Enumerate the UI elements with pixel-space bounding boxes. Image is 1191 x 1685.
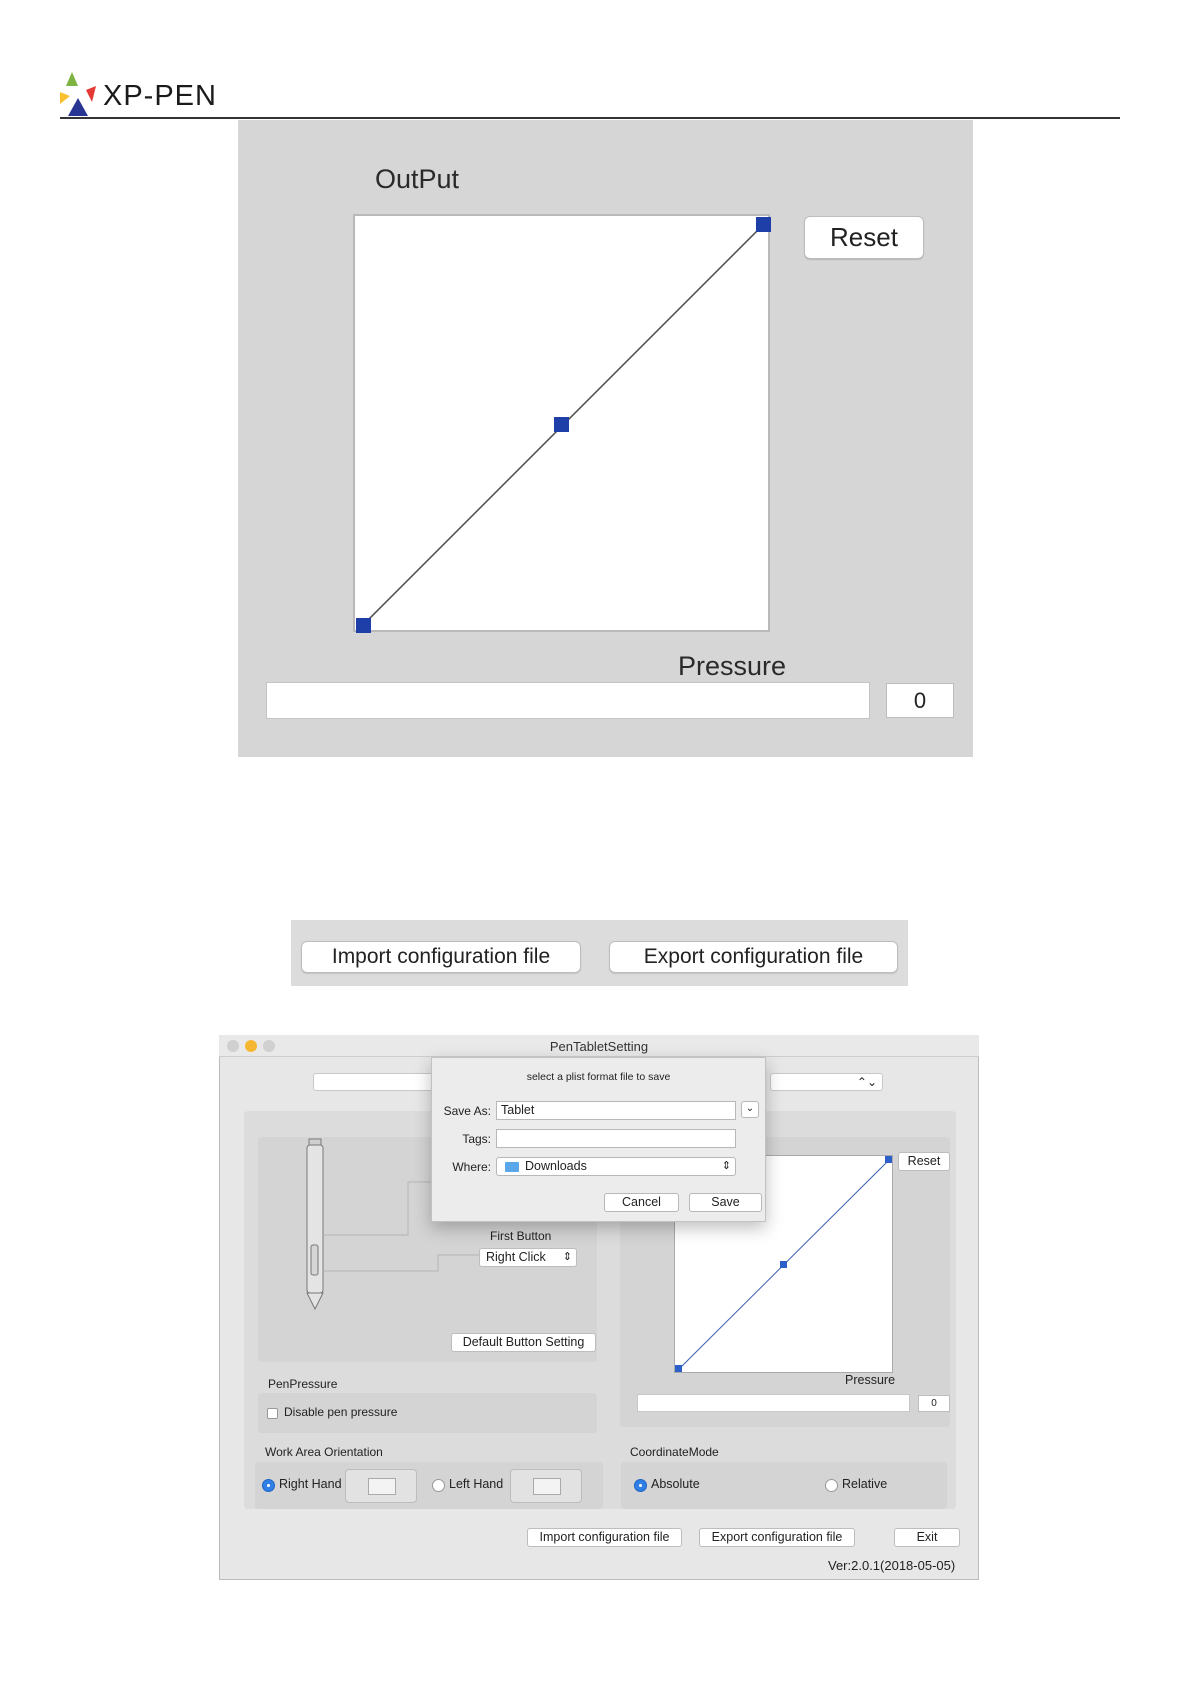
save-button[interactable]: Save xyxy=(689,1193,762,1212)
curve-handle-middle xyxy=(554,417,569,432)
app-export-config-button[interactable]: Export configuration file xyxy=(699,1528,855,1547)
curve-reset-button[interactable]: Reset xyxy=(898,1152,950,1171)
curve-pressure-value: 0 xyxy=(918,1395,950,1412)
curve-handle-middle xyxy=(780,1261,787,1268)
pen-pressure-section-label: PenPressure xyxy=(268,1377,338,1391)
pressure-label: Pressure xyxy=(678,651,787,681)
pen-icon xyxy=(307,1139,323,1309)
folder-icon xyxy=(505,1162,519,1172)
output-label: OutPut xyxy=(375,164,460,194)
curve-pressure-bar xyxy=(637,1394,910,1412)
cancel-button[interactable]: Cancel xyxy=(604,1193,679,1212)
tags-label: Tags: xyxy=(462,1132,491,1146)
relative-radio[interactable] xyxy=(825,1479,838,1492)
default-button-setting-button[interactable]: Default Button Setting xyxy=(451,1333,596,1352)
reset-button[interactable]: Reset xyxy=(804,216,924,259)
relative-label: Relative xyxy=(842,1477,888,1491)
select-chevron-icon: ⌃⌄ xyxy=(856,1075,877,1089)
expand-dialog-chevron-icon[interactable]: ⌄ xyxy=(741,1101,759,1118)
pressure-curve-graph[interactable] xyxy=(353,214,770,632)
absolute-radio[interactable] xyxy=(634,1479,647,1492)
save-as-input[interactable]: Tablet xyxy=(496,1101,736,1120)
window-title: PenTabletSetting xyxy=(549,1039,649,1054)
disable-pen-pressure-checkbox[interactable] xyxy=(267,1408,278,1419)
disable-pen-pressure-label: Disable pen pressure xyxy=(284,1405,398,1419)
save-dialog-title: select a plist format file to save xyxy=(526,1071,671,1083)
select-chevron-icon: ⇕ xyxy=(721,1160,731,1172)
curve-handle-top-right xyxy=(885,1156,892,1163)
header-divider xyxy=(60,117,1120,119)
right-hand-radio[interactable] xyxy=(262,1479,275,1492)
brand-name: XP-PEN xyxy=(103,80,217,112)
export-config-button[interactable]: Export configuration file xyxy=(609,941,898,973)
right-hand-label: Right Hand xyxy=(279,1477,342,1491)
where-label: Where: xyxy=(452,1160,491,1174)
first-button-select[interactable] xyxy=(479,1248,577,1267)
where-select[interactable] xyxy=(496,1157,736,1176)
absolute-label: Absolute xyxy=(651,1477,700,1491)
import-config-button[interactable]: Import configuration file xyxy=(301,941,581,973)
save-as-label: Save As: xyxy=(443,1104,491,1118)
left-hand-radio[interactable] xyxy=(432,1479,445,1492)
coordinate-mode-section-label: CoordinateMode xyxy=(630,1445,719,1459)
exit-button[interactable]: Exit xyxy=(894,1528,960,1547)
curve-handle-top-right xyxy=(756,217,771,232)
app-import-config-button[interactable]: Import configuration file xyxy=(527,1528,682,1547)
device-select[interactable] xyxy=(313,1073,433,1091)
select-chevron-icon: ⇕ xyxy=(562,1251,572,1263)
orientation-section-label: Work Area Orientation xyxy=(265,1445,383,1459)
left-hand-tablet-icon xyxy=(510,1469,582,1503)
xp-pen-logo-icon xyxy=(60,72,96,116)
first-button-value: Right Click xyxy=(486,1250,546,1264)
right-hand-tablet-icon xyxy=(345,1469,417,1503)
where-value: Downloads xyxy=(525,1159,587,1173)
tags-input[interactable] xyxy=(496,1129,736,1148)
pressure-value: 0 xyxy=(886,683,954,718)
first-button-label: First Button xyxy=(490,1229,552,1243)
left-hand-label: Left Hand xyxy=(449,1477,504,1491)
curve-handle-bottom-left xyxy=(675,1365,682,1372)
version-label: Ver:2.0.1(2018-05-05) xyxy=(828,1558,956,1573)
device-select-right[interactable] xyxy=(770,1073,883,1091)
curve-handle-bottom-left xyxy=(356,618,371,633)
pressure-level-bar xyxy=(266,682,870,719)
curve-pressure-label: Pressure xyxy=(845,1373,896,1387)
